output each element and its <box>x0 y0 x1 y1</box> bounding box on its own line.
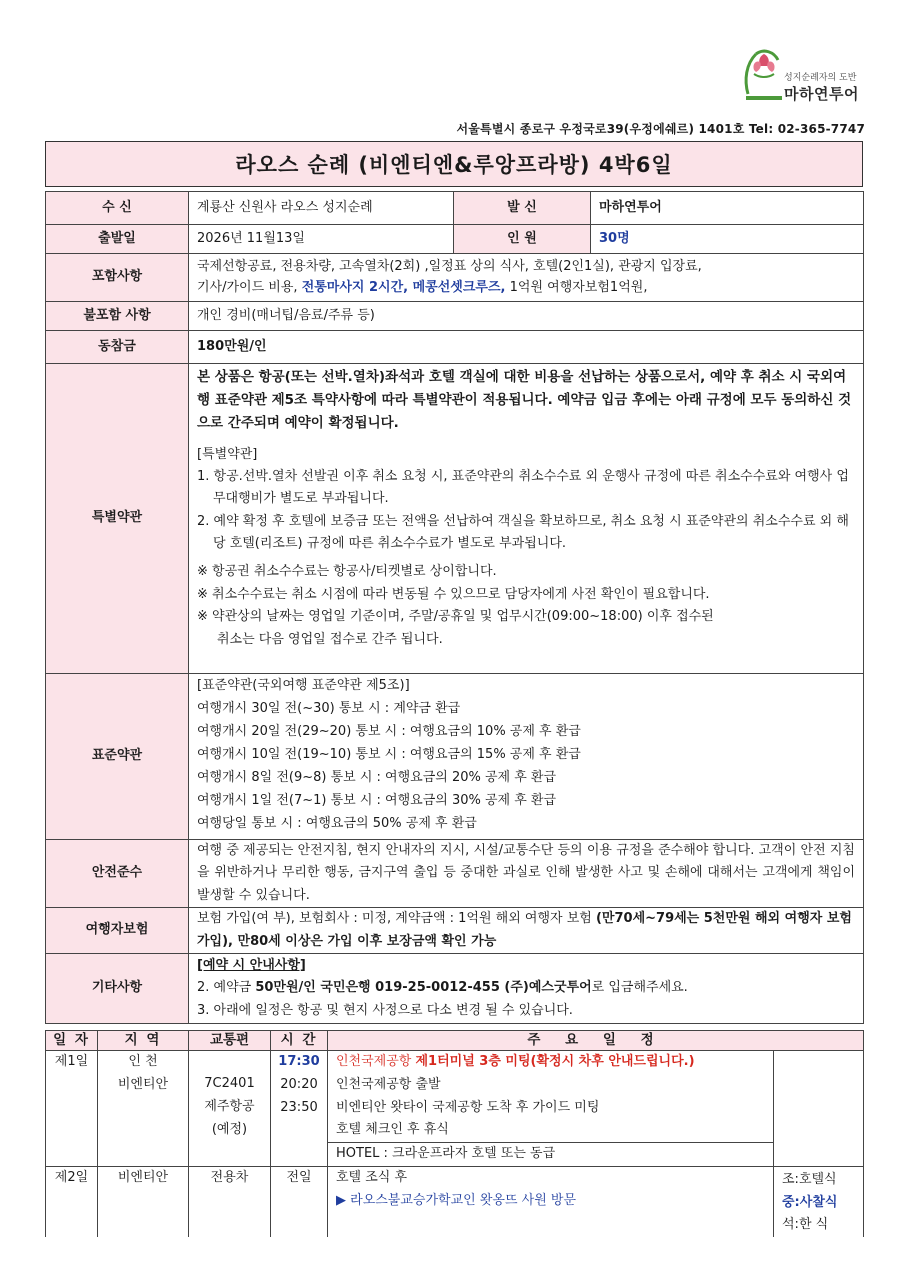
day2-label: 제2일 <box>46 1166 98 1237</box>
standard-terms-label: 표준약관 <box>46 674 189 840</box>
header-time: 시 간 <box>271 1031 328 1051</box>
row-recipient <box>46 192 864 225</box>
other-schedule-note: 3. 아래에 일정은 항공 및 현지 사정으로 다소 변경 될 수 있습니다. <box>197 1002 573 1018</box>
day1-time-meet: 17:30 <box>278 1054 320 1069</box>
excluded-value: 개인 경비(매너팁/음료/주류 등) <box>189 302 864 331</box>
other-heading: [예약 시 안내사항] <box>197 958 306 974</box>
special-heading: [특별약관] <box>197 446 258 462</box>
people-label: 인 원 <box>454 225 591 254</box>
day1-airline: 제주항공 <box>204 1098 255 1114</box>
included-text: 기사/가이드 비용, <box>197 279 302 295</box>
safety-label: 안전준수 <box>46 840 189 908</box>
insurance-content <box>189 908 864 954</box>
standard-line: 여행당일 통보 시 : 여행요금의 50% 공제 후 환급 <box>197 816 477 831</box>
people-value: 30명 <box>591 225 864 254</box>
day1-times <box>271 1051 328 1167</box>
special-item2: 2. 예약 확정 후 호텔에 보증금 또는 전액을 선납하여 객실을 확보하므로, 취소 요청 시 표준약관의 취소수수료 외 해당 호텔(리조트) 규정에 따른 취소수수료가 별도로 부과됩니다. <box>197 513 849 552</box>
day1-time-depart: 20:20 <box>280 1076 318 1092</box>
day1-transport <box>189 1051 271 1167</box>
sender-label: 발 신 <box>454 192 591 225</box>
row-safety <box>46 840 864 908</box>
excluded-label: 불포함 사항 <box>46 302 189 331</box>
day2-lunch: 중:사찰식 <box>782 1194 838 1210</box>
other-label: 기타사항 <box>46 954 189 1024</box>
special-note1: ※ 항공권 취소수수료는 항공사/티켓별로 상이합니다. <box>197 564 497 580</box>
price-label: 동참금 <box>46 331 189 364</box>
special-terms-label: 특별약관 <box>46 364 189 674</box>
company-address: 서울특별시 종로구 우정국로39(우정에쉐르) 1401호 Tel: 02-365-7747 <box>456 122 865 136</box>
standard-line: 여행개시 20일 전(29~20) 통보 시 : 여행요금의 10% 공제 후 환급 <box>197 724 581 739</box>
standard-terms-content <box>189 674 864 840</box>
itinerary-header <box>46 1031 864 1051</box>
day2-dinner: 석:한 식 <box>782 1217 829 1233</box>
insurance-text: 보험 가입(여 부), 보험회사 : 미정, 계약금액 : 1억원 해외 여행자 보험 <box>197 911 596 927</box>
document-title-box <box>45 141 863 187</box>
sender-value: 마하연투어 <box>591 192 864 225</box>
day2-time: 전일 <box>271 1166 328 1237</box>
deposit-suffix: 로 입금해주세요. <box>591 980 688 996</box>
day1-meals <box>774 1051 864 1167</box>
special-note2: ※ 취소수수료는 취소 시점에 따라 변동될 수 있으므로 담당자에게 사전 확인이 필요합니다. <box>197 586 710 602</box>
row-departure <box>46 225 864 254</box>
recipient-label: 수 신 <box>46 192 189 225</box>
company-logo <box>738 44 868 112</box>
included-line1: 국제선항공료, 전용차량, 고속열차(2회) ,일정표 상의 식사, 호텔(2인1실), 관광지 입장료, <box>197 258 702 274</box>
price-value: 180만원/인 <box>189 331 864 364</box>
day2-item1: 호텔 조식 후 <box>336 1169 408 1185</box>
logo-name: 마하연투어 <box>784 85 859 103</box>
day1-item3: 비엔티안 왓타이 국제공항 도착 후 가이드 미팅 <box>336 1099 600 1115</box>
other-content <box>189 954 864 1024</box>
insurance-age-note: (만70세~79세는 5천만원 해외 여행자 보험 가입), 만80세 이상은 가입 이후 보장금액 확인 가능 <box>197 911 852 949</box>
day1-region-dest: 비엔티안 <box>117 1076 169 1092</box>
special-note3: ※ 약관상의 날짜는 영업일 기준이며, 주말/공휴일 및 업무시간(09:00~18:00) 이후 접수된 <box>197 609 714 625</box>
standard-line: [표준약관(국외여행 표준약관 제5조)] <box>197 678 410 693</box>
header-region: 지 역 <box>98 1031 189 1051</box>
included-line2 <box>197 278 855 299</box>
day1-item2: 인천국제공항 출발 <box>336 1076 441 1092</box>
header-transport: 교통편 <box>189 1031 271 1051</box>
deposit-prefix: 2. 예약금 <box>197 980 256 996</box>
lotus-icon <box>738 44 786 110</box>
header-day: 일 자 <box>46 1031 98 1051</box>
day1-flight: 7C2401 <box>204 1076 255 1091</box>
departure-value: 2026년 11월13일 <box>189 225 454 254</box>
standard-line: 여행개시 10일 전(19~10) 통보 시 : 여행요금의 15% 공제 후 환급 <box>197 747 581 762</box>
day1-schedule <box>328 1051 774 1167</box>
standard-line: 여행개시 1일 전(7~1) 통보 시 : 여행요금의 30% 공제 후 환급 <box>197 793 557 808</box>
day1-region-origin: 인 천 <box>128 1054 158 1069</box>
insurance-label: 여행자보험 <box>46 908 189 954</box>
day1-region <box>98 1051 189 1167</box>
row-other <box>46 954 864 1024</box>
day2-schedule <box>328 1166 774 1237</box>
itinerary-day2 <box>46 1166 864 1237</box>
document-title: 라오스 순례 (비엔티엔&루앙프라방) 4박6일 <box>235 153 673 177</box>
special-intro: 본 상품은 항공(또는 선박.열차)좌석과 호텔 객실에 대한 비용을 선납하는 상품으로서, 예약 후 취소 시 국외여행 표준약관 제5조 특약사항에 따라 특별약관이 적용됩니다. 예약금 입금 후에는 아래 규정에 모두 동의하신 것으로 간주되며 예약이 확정됩니다. <box>197 369 852 432</box>
row-price <box>46 331 864 364</box>
standard-line: 여행개시 8일 전(9~8) 통보 시 : 여행요금의 20% 공제 후 환급 <box>197 770 557 785</box>
row-excluded <box>46 302 864 331</box>
day2-breakfast: 조:호텔식 <box>782 1171 837 1187</box>
row-included <box>46 254 864 302</box>
row-insurance <box>46 908 864 954</box>
day1-tentative: (예정) <box>211 1121 248 1137</box>
row-special-terms <box>46 364 864 674</box>
row-standard-terms <box>46 674 864 840</box>
recipient-value: 계룡산 신원사 라오스 성지순례 <box>189 192 454 225</box>
day2-item2: ▶ 라오스불교승가학교인 왓옹뜨 사원 방문 <box>336 1192 577 1208</box>
day2-meals <box>774 1166 864 1237</box>
day1-hotel: HOTEL : 크라운프라자 호텔 또는 동급 <box>328 1142 773 1166</box>
included-value <box>189 254 864 302</box>
itinerary-table <box>45 1030 864 1237</box>
included-highlight: 전통마사지 2시간, 메콩선셋크루즈, <box>301 279 506 295</box>
safety-text: 여행 중 제공되는 안전지침, 현지 안내자의 지시, 시설/교통수단 등의 이용 규정을 준수해야 합니다. 고객이 안전 지침을 위반하거나 무리한 행동, 금지구역 출입 등 중대한 과실로 인해 발생한 사고 및 손해에 대해서는 고객에게 책임이 발생할 수 있습니다. <box>189 840 864 908</box>
special-note3-cont: 취소는 다음 영업일 접수로 간주 됩니다. <box>217 631 443 647</box>
day1-airport: 인천국제공항 <box>336 1054 416 1069</box>
logo-tagline: 성지순례자의 도반 <box>784 73 857 83</box>
departure-label: 출발일 <box>46 225 189 254</box>
info-table <box>45 191 864 1024</box>
special-terms-content <box>189 364 864 674</box>
day1-meeting-point: 제1터미널 3층 미팅(확정시 차후 안내드립니다.) <box>415 1054 695 1069</box>
other-deposit <box>197 977 855 999</box>
deposit-account: 50만원/인 국민은행 019-25-0012-455 (주)예스굿투어 <box>255 980 592 996</box>
day2-transport: 전용차 <box>189 1166 271 1237</box>
day2-region: 비엔티안 <box>98 1166 189 1237</box>
day1-time-arrive: 23:50 <box>280 1099 318 1115</box>
standard-line: 여행개시 30일 전(~30) 통보 시 : 계약금 환급 <box>197 701 461 716</box>
included-insurance: 1억원 여행자보험1억원, <box>505 279 648 295</box>
special-item1: 1. 항공.선박.열차 선발권 이후 취소 요청 시, 표준약관의 취소수수료 외 운행사 규정에 따른 취소수수료와 여행사 업무대행비가 별도로 부과됩니다. <box>197 469 849 507</box>
day1-item4: 호텔 체크인 후 휴식 <box>336 1122 449 1138</box>
header-schedule: 주 요 일 정 <box>328 1031 864 1051</box>
included-label: 포함사항 <box>46 254 189 302</box>
itinerary-day1 <box>46 1051 864 1167</box>
day1-item1 <box>336 1051 769 1074</box>
day1-label: 제1일 <box>46 1051 98 1167</box>
